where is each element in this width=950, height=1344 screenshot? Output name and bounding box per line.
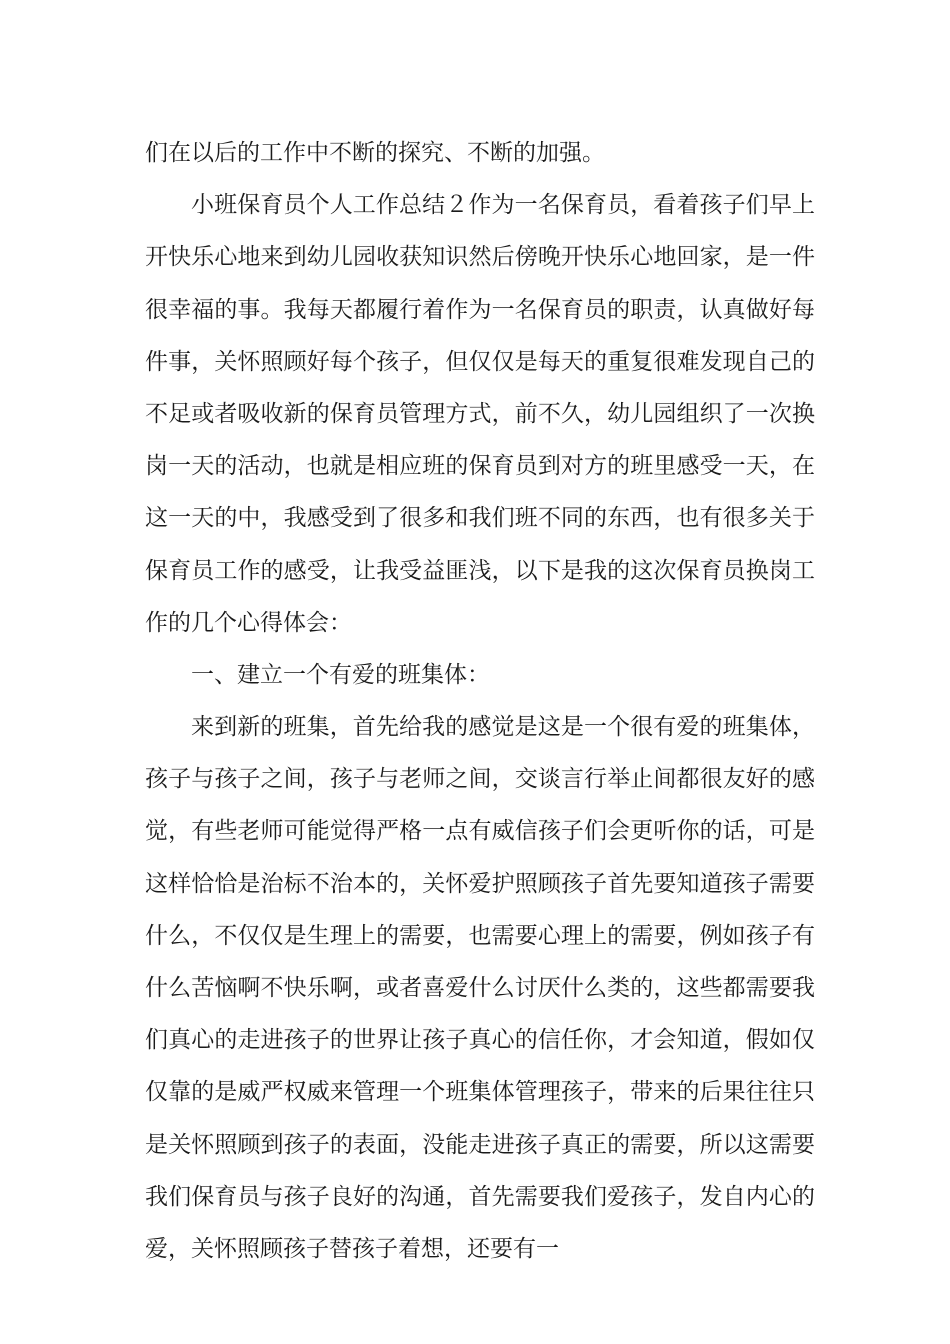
text-line: 这样恰恰是治标不治本的，关怀爱护照顾孩子首先要知道孩子需要 [145,870,815,897]
text-line: 什么苦恼啊不快乐啊，或者喜爱什么讨厌什么类的，这些都需要我 [145,975,815,1001]
text-line: 仅靠的是威严权威来管理一个班集体管理孩子，带来的后果往往只 [145,1079,815,1106]
text-line: 小班保育员个人工作总结２作为一名保育员，看着孩子们早上 [191,192,815,219]
text-line: 们真心的走进孩子的世界让孩子真心的信任你，才会知道，假如仅 [145,1027,815,1054]
text-line: 来到新的班集，首先给我的感觉是这是一个很有爱的班集体， [191,714,815,741]
text-line: 爱，关怀照顾孩子替孩子着想，还要有一 [145,1235,559,1262]
text-line: 孩子与孩子之间，孩子与老师之间，交谈言行举止间都很友好的感 [145,766,815,793]
text-line: 开快乐心地来到幼儿园收获知识然后傍晚开快乐心地回家，是一件 [145,244,815,271]
body-text [145,127,815,1275]
text-line: 什么，不仅仅是生理上的需要，也需要心理上的需要，例如孩子有 [145,922,815,949]
text-line: 们在以后的工作中不断的探究、不断的加强。 [145,140,605,166]
text-line: 一、建立一个有爱的班集体： [191,661,490,688]
text-line: 是关怀照顾到孩子的表面，没能走进孩子真正的需要，所以这需要 [145,1131,815,1158]
text-line: 我们保育员与孩子良好的沟通，首先需要我们爱孩子，发自内心的 [145,1183,815,1210]
text-line: 很幸福的事。我每天都履行着作为一名保育员的职责，认真做好每 [145,296,815,323]
text-line: 作的几个心得体会： [145,609,352,636]
text-line: 觉，有些老师可能觉得严格一点有威信孩子们会更听你的话，可是 [145,818,815,845]
text-line: 件事，关怀照顾好每个孩子，但仅仅是每天的重复很难发现自己的 [145,348,815,375]
text-line: 不足或者吸收新的保育员管理方式，前不久，幼儿园组织了一次换 [145,400,815,427]
text-line: 岗一天的活动，也就是相应班的保育员到对方的班里感受一天，在 [145,453,815,480]
text-line: 这一天的中，我感受到了很多和我们班不同的东西，也有很多关于 [145,505,815,532]
text-line: 保育员工作的感受，让我受益匪浅，以下是我的这次保育员换岗工 [145,557,815,584]
